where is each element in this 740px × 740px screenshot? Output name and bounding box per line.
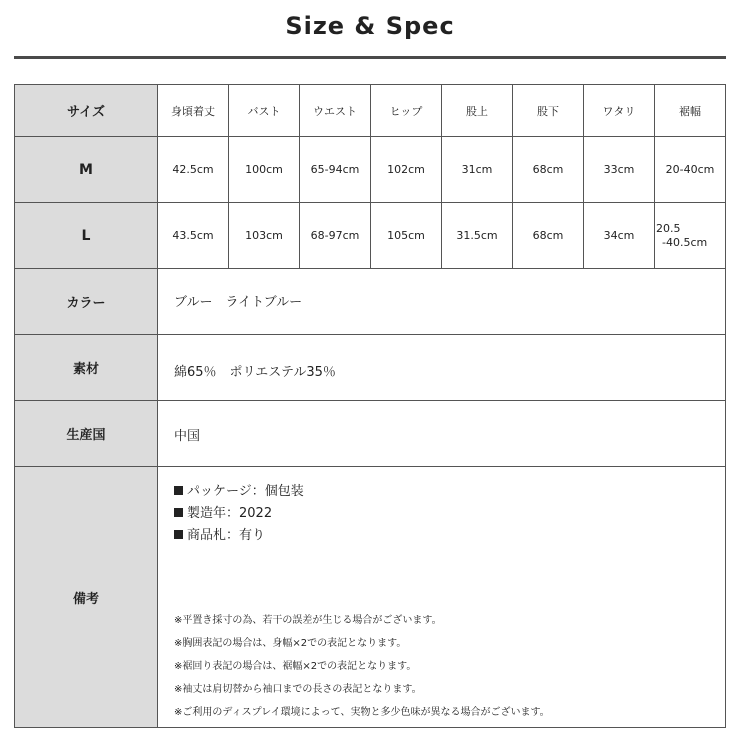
spec-table — [14, 84, 726, 728]
m-hem: 20-40cm — [655, 137, 726, 203]
caution-4: ※袖丈は肩切替から袖口までの長さの表記となります。 — [174, 684, 422, 695]
header-hip: ヒップ — [371, 85, 442, 137]
l-thigh: 34cm — [584, 203, 655, 269]
material-value: 綿65％ ポリエステル35％ — [158, 335, 726, 401]
caution-3: ※裾回り表記の場合は、裾幅×2での表記となります。 — [174, 661, 417, 672]
remark-package: パッケージ：個包装 — [174, 480, 304, 499]
bullet-square-icon — [174, 530, 183, 539]
l-rise: 31.5cm — [442, 203, 513, 269]
header-rise: 股上 — [442, 85, 513, 137]
bullet-square-icon — [174, 486, 183, 495]
l-hem-line1: 20.5 — [656, 221, 681, 235]
size-m-label: M — [15, 137, 158, 203]
m-length: 42.5cm — [158, 137, 229, 203]
l-waist: 68-97cm — [300, 203, 371, 269]
caution-2: ※胸囲表記の場合は、身幅×2での表記となります。 — [174, 638, 407, 649]
header-length: 身頃着丈 — [158, 85, 229, 137]
header-bust: バスト — [229, 85, 300, 137]
remark-year: 製造年：2022 — [174, 502, 272, 521]
color-label: カラー — [15, 269, 158, 335]
m-waist: 65-94cm — [300, 137, 371, 203]
l-inseam: 68cm — [513, 203, 584, 269]
l-bust: 103cm — [229, 203, 300, 269]
caution-5: ※ご利用のディスプレイ環境によって、実物と多少色味が異なる場合がございます。 — [174, 707, 550, 718]
header-waist: ウエスト — [300, 85, 371, 137]
m-thigh: 33cm — [584, 137, 655, 203]
m-rise: 31cm — [442, 137, 513, 203]
remarks-content — [158, 467, 726, 728]
m-hip: 102cm — [371, 137, 442, 203]
title-divider — [14, 56, 726, 59]
origin-value: 中国 — [158, 401, 726, 467]
l-hem — [655, 203, 726, 269]
bullet-square-icon — [174, 508, 183, 517]
header-inseam: 股下 — [513, 85, 584, 137]
remarks-label: 備考 — [15, 467, 158, 728]
color-value: ブルー ライトブルー — [158, 269, 726, 335]
caution-1: ※平置き採寸の為、若干の誤差が生じる場合がございます。 — [174, 615, 442, 626]
m-inseam: 68cm — [513, 137, 584, 203]
header-thigh: ワタリ — [584, 85, 655, 137]
size-l-label: L — [15, 203, 158, 269]
l-length: 43.5cm — [158, 203, 229, 269]
remark-tag: 商品札：有り — [174, 524, 265, 543]
header-hem: 裾幅 — [655, 85, 726, 137]
origin-label: 生産国 — [15, 401, 158, 467]
size-corner-label: サイズ — [15, 85, 158, 137]
l-hip: 105cm — [371, 203, 442, 269]
material-label: 素材 — [15, 335, 158, 401]
page-title: Size & Spec — [285, 12, 455, 40]
m-bust: 100cm — [229, 137, 300, 203]
l-hem-line2: -40.5cm — [662, 235, 708, 249]
